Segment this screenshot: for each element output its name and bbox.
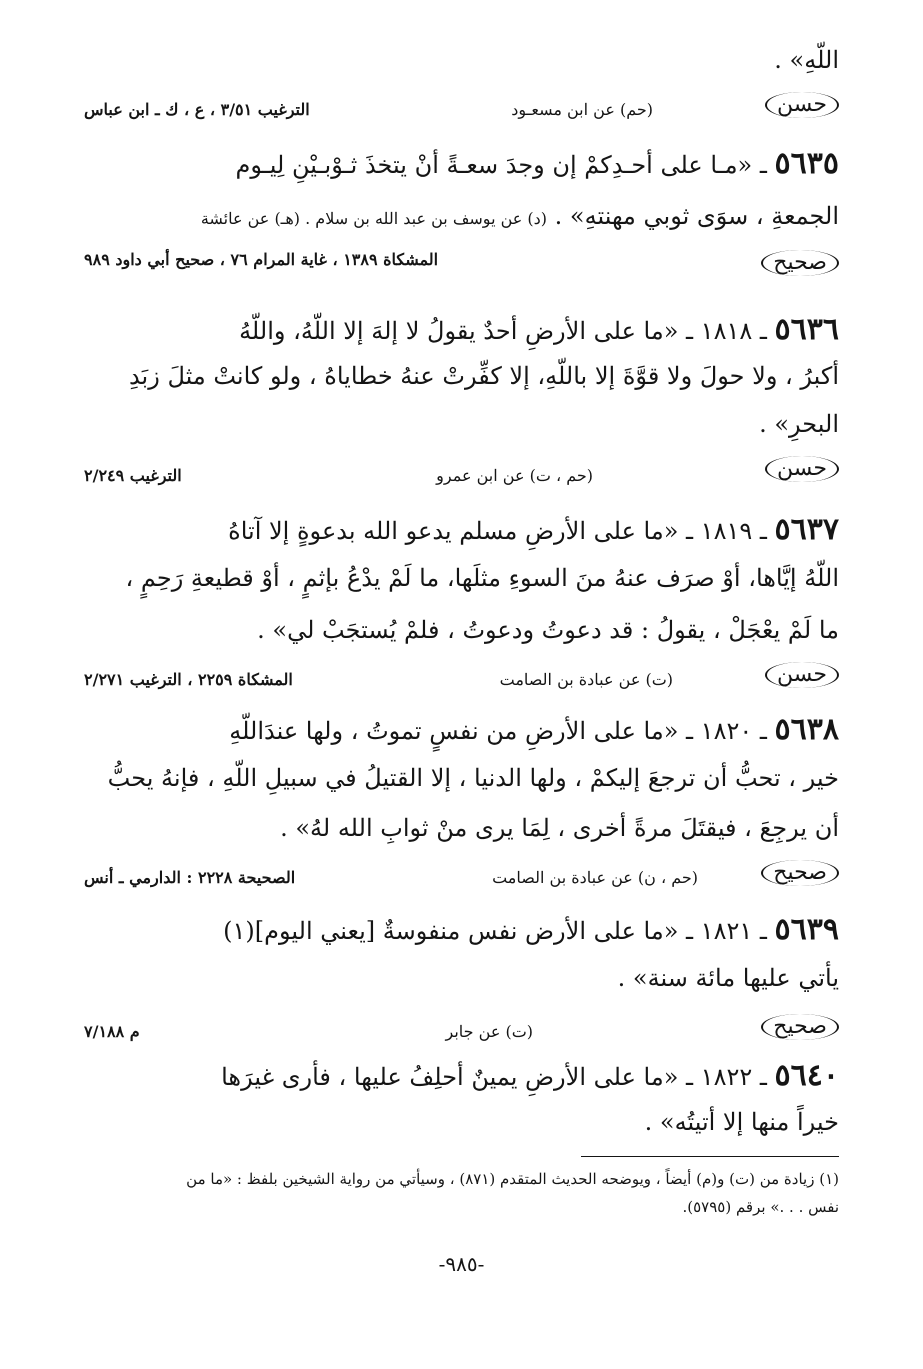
hadith-number: ٥٦٣٧ <box>774 512 839 547</box>
hadith-number: ٥٦٣٨ <box>774 712 839 747</box>
hadith-text: خيراً منها إلا أتيتُه» . <box>644 1108 839 1136</box>
page-number: -٩٨٥- <box>438 1252 485 1276</box>
hadith-5638-line1 <box>84 712 839 748</box>
hadith-text: ـ ١٨٢٢ ـ «ما على الأرضِ يمينٌ أحلِفُ عليها ، فأرى غيرَها <box>221 1063 767 1091</box>
footnote-separator <box>581 1156 839 1157</box>
hadith-refs: الصحيحة ٢٢٢٨ : الدارمي ـ أنس <box>84 868 296 887</box>
hadith-number: ٥٦٤٠ <box>774 1058 839 1093</box>
hadith-5640-line1 <box>84 1058 839 1094</box>
hadith-5639-line1 <box>84 912 839 948</box>
hadith-source: (ت) عن جابر <box>445 1022 533 1041</box>
hadith-5635-line2 <box>84 202 839 231</box>
hadith-text: الجمعةِ ، سوَى ثوبي مهنتهِ» . <box>554 202 839 230</box>
hadith-5637-line1 <box>84 512 839 548</box>
hadith-text: أن يرجِعَ ، فيقتَلَ مرةً أخرى ، لِمَا يرى منْ ثوابِ الله لهُ» . <box>280 814 839 842</box>
hadith-source: (حم ، ت) عن ابن عمرو <box>436 466 593 485</box>
grade-badge: صحيح <box>761 860 839 886</box>
hadith-text: ما لَمْ يعْجَلْ ، يقولُ : قد دعوتُ ودعوتُ ، فلمْ يُستجَبْ لي» . <box>257 616 839 644</box>
hadith-text: البحرِ» . <box>759 410 839 438</box>
hadith-refs: الترغيب ٢/٢٤٩ <box>84 466 182 485</box>
hadith-refs: المشكاة ٢٢٥٩ ، الترغيب ٢/٢٧١ <box>84 670 293 689</box>
footnote-line: (١) زيادة من (ت) و(م) أيضاً ، ويوضحه الحديث المتقدم (٨٧١) ، وسيأتي من رواية الشيخين بلفظ : «ما من <box>186 1170 839 1188</box>
hadith-refs: الترغيب ٣/٥١ ، ع ، ك ـ ابن عباس <box>84 100 310 119</box>
hadith-text: ـ ١٨١٨ ـ «ما على الأرضِ أحدٌ يقولُ لا إلهَ إلا اللّهُ، واللّهُ <box>239 317 767 345</box>
continuation-text: اللّهِ» . <box>774 46 839 74</box>
grade-badge: حسن <box>765 92 839 118</box>
hadith-number: ٥٦٣٥ <box>774 146 839 181</box>
hadith-source: (حم) عن ابن مسعـود <box>511 100 653 119</box>
hadith-text: ـ ١٨٢١ ـ «ما على الأرض نفس منفوسةٌ [يعني اليوم](١) <box>223 917 767 945</box>
hadith-text: ـ ١٨١٩ ـ «ما على الأرضِ مسلم يدعو الله بدعوةٍ إلا آتاهُ <box>228 517 767 545</box>
hadith-text: يأتي عليها مائة سنة» . <box>617 964 839 992</box>
hadith-5635-line1 <box>84 146 839 182</box>
hadith-number: ٥٦٣٦ <box>774 312 839 347</box>
footnote-line: نفس . . .» برقم (٥٧٩٥). <box>682 1198 839 1216</box>
hadith-text: خير ، تحبُّ أن ترجعَ إليكمْ ، ولها الدنيا ، إلا القتيلُ في سبيلِ اللّهِ ، فإنهُ يحبُّ <box>107 764 839 792</box>
hadith-source: (حم ، ن) عن عبادة بن الصامت <box>492 868 698 887</box>
hadith-text: ـ «مـا على أحـدِكمْ إن وجدَ سعـةً أنْ يتخذَ ثـوْبـيْنِ لِيـوم <box>235 151 767 179</box>
hadith-text: اللّهُ إيَّاها، أوْ صرَف عنهُ منَ السوءِ مثلَها، ما لَمْ يدْعُ بإثمٍ ، أوْ قطيعةِ رَحِمٍ ، <box>125 564 839 592</box>
grade-badge: صحيح <box>761 250 839 276</box>
hadith-refs: م ٧/١٨٨ <box>84 1022 140 1041</box>
hadith-source: (د) عن يوسف بن عبد الله بن سلام . (هـ) عن عائشة <box>200 209 548 228</box>
hadith-number: ٥٦٣٩ <box>774 912 839 947</box>
hadith-text: أكبرُ ، ولا حولَ ولا قوَّةَ إلا باللّهِ، إلا كفِّرتْ عنهُ خطاياهُ ، ولو كانتْ مثلَ زبَدِ <box>128 362 839 390</box>
grade-badge: حسن <box>765 456 839 482</box>
hadith-5636-line1 <box>84 312 839 348</box>
hadith-source: (ت) عن عبادة بن الصامت <box>499 670 673 689</box>
hadith-refs: المشكاة ١٣٨٩ ، غاية المرام ٧٦ ، صحيح أبي داود ٩٨٩ <box>84 250 439 269</box>
hadith-text: ـ ١٨٢٠ ـ «ما على الأرضِ من نفسٍ تموتُ ، ولها عندَاللّهِ <box>229 717 767 745</box>
grade-badge: حسن <box>765 662 839 688</box>
grade-badge: صحيح <box>761 1014 839 1040</box>
